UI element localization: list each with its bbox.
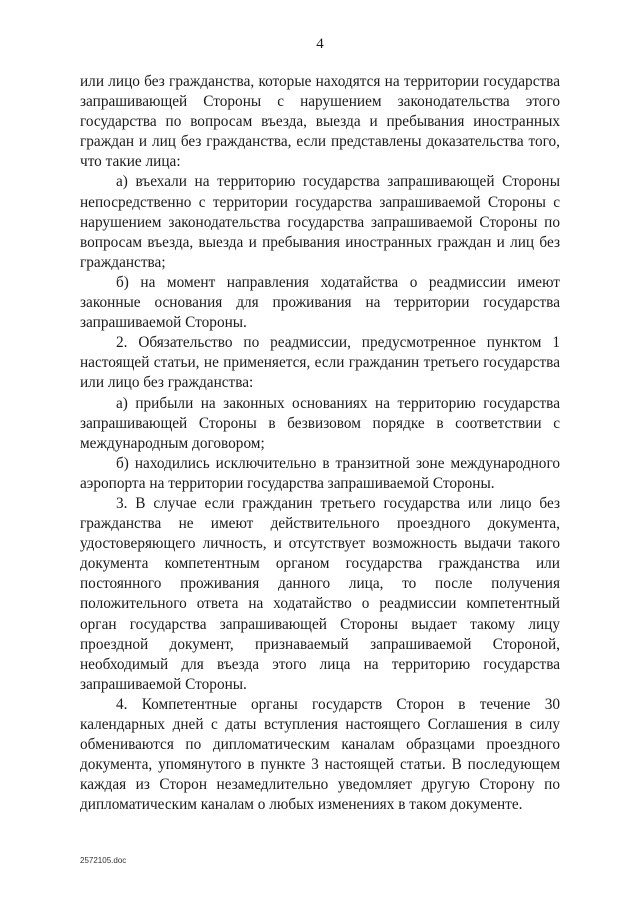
document-body	[80, 72, 560, 815]
paragraph-clause-4: 4. Компетентные органы государств Сторон в течение 30 календарных дней с даты вступления настоящего Соглашения в силу обмениваются по дипломатическим каналам образцами проездного документа, упомянутого в пункте 3 настоящей статьи. В последующем каждая из Сторон незамедлительно уведомляет другую Сторону по дипломатическим каналам о любых изменениях в таком документе.	[80, 695, 560, 814]
paragraph-item-2b: б) находились исключительно в транзитной зоне международного аэропорта на территории государства запрашиваемой Стороны.	[80, 454, 560, 492]
footer-filename: 2572105.doc	[80, 856, 127, 865]
paragraph-continuation: или лицо без гражданства, которые находятся на территории государства запрашивающей Стороны с нарушением законодательства этого государства по вопросам въезда, выезда и пребывания иностранных граждан и лиц без гражданства, если представлены доказательства того, что такие лица:	[80, 73, 560, 171]
page-number: 4	[316, 36, 324, 52]
paragraph-item-1b: б) на момент направления ходатайства о реадмиссии имеют законные основания для проживания на территории государства запрашиваемой Стороны.	[80, 273, 560, 332]
paragraph-clause-2: 2. Обязательство по реадмиссии, предусмотренное пунктом 1 настоящей статьи, не применяется, если гражданин третьего государства или лицо без гражданства:	[80, 334, 560, 392]
paragraph-clause-3: 3. В случае если гражданин третьего государства или лицо без гражданства не имеют действительного проездного документа, удостоверяющего личность, и отсутствует возможность выдачи такого документа компетентным органом государства гражданства или постоянного проживания данного лица, то после получения положительного ответа на ходатайство о реадмиссии компетентный орган государства запрашивающей Стороны выдает такому лицу проездной документ, признаваемый запрашиваемой Стороной, необходимый для въезда этого лица на территорию государства запрашиваемой Стороны.	[80, 494, 560, 693]
paragraph-item-2a: а) прибыли на законных основаниях на территорию государства запрашивающей Стороны в безвизовом порядке в соответствии с международным договором;	[80, 394, 560, 452]
paragraph-item-1a: а) въехали на территорию государства запрашивающей Стороны непосредственно с территории государства запрашиваемой Стороны с нарушением законодательства государства запрашиваемой Стороны по вопросам въезда, выезда и пребывания иностранных граждан и лиц без гражданства;	[80, 173, 560, 271]
